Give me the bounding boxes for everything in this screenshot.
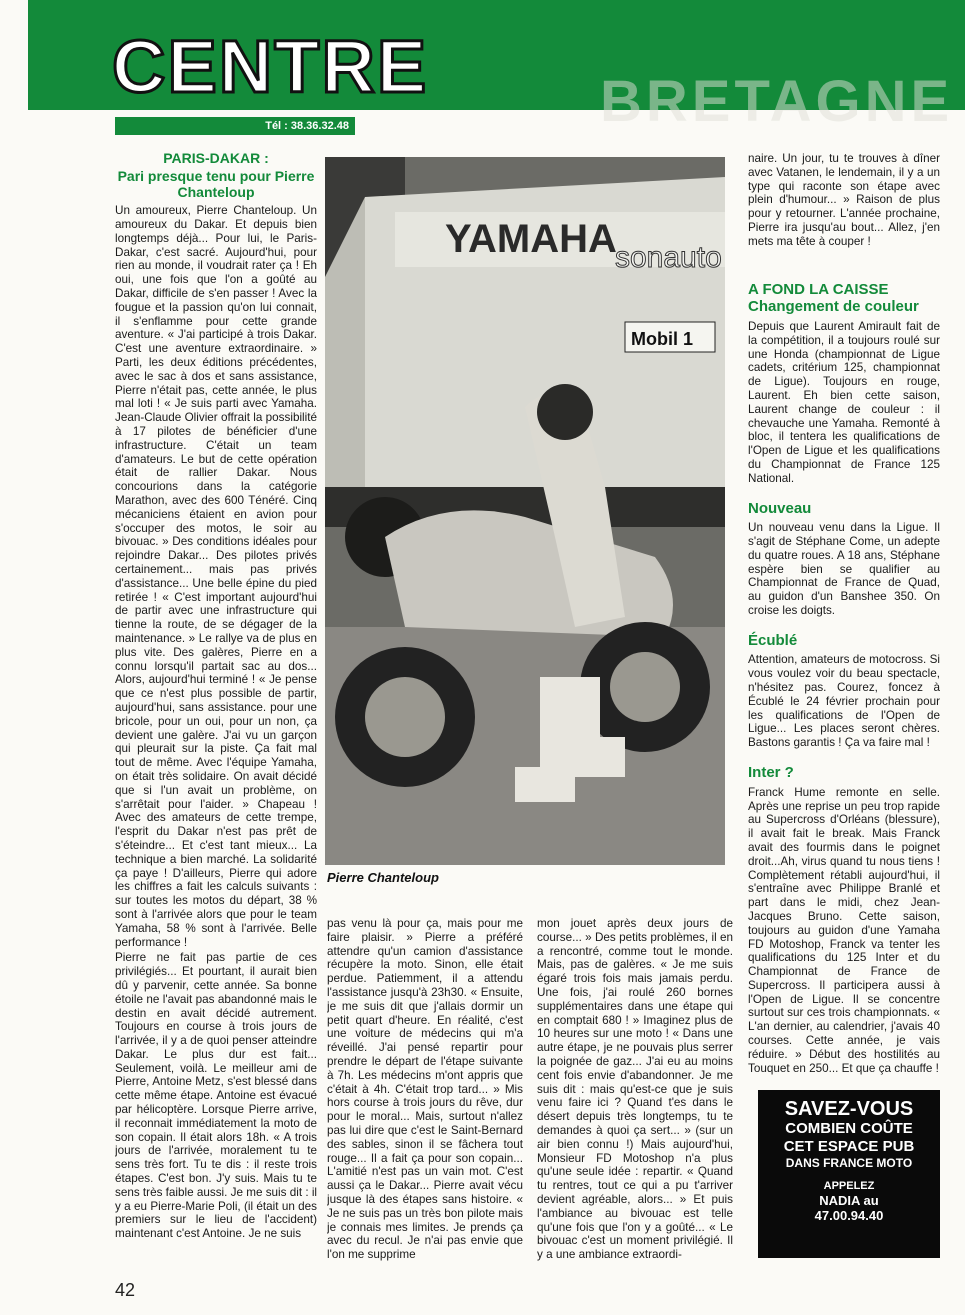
article-paragraph: mon jouet après deux jours de course... » Des petits problèmes, il en a rencontré, comme tout le monde. Mais, pas de galères. « Je me suis égaré trois fois mais jamais perdu. Une fois, j'ai roulé 260 bornes supplémentaires dans une étape qui en comptait 680 ! » Imaginez plus de 10 heures sur une moto ! « Dans une autre étape, je ne pouvais plus serrer la poignée de gaz... J'ai eu au moins cent fois envie d'abandonner. Je me suis dit : mais qu'est-ce que je suis venu faire ici ? Quand t'es dans le désert depuis très longtemps, tu te demandes à quoi ça sert... » (sur un air bien connu !) Mais aujourd'hui, Monsieur FD Motoshop n'a plus qu'une seule idée : repartir. « Quand tu rentres, tout ce qui a pu t'arriver devient agréable, alors... » Et puis l'ambiance au bivouac est telle qu'une fois que l'on y a goûté... « Le bivouac c'est un moment privilégié. Il y a une ambiance extraordi- (537, 917, 733, 1262)
ad-line: COMBIEN COÛTE (785, 1120, 913, 1137)
article-column-2 (327, 917, 523, 1297)
show-through-text: BRETAGNE (600, 69, 954, 130)
article-paragraph: Pierre ne fait pas partie de ces privilégiés... Et pourtant, il aurait bien dû y parvenir, cette année. Sa bonne étoile ne l'avait pas abandonné mais le destin en avait décidé autrement. Toujours en course à trois jours de l'arrivée, il y a de quoi penser atteindre Dakar. Le plus dur est fait... Seulement, voilà. Le meilleur ami de Pierre, Antoine Metz, s'est blessé dans cette même étape. Antoine est évacué par hélicoptère. Lorsque Pierre arrive, il reconnait immédiatement la moto de son copain. Il était alors 18h. « A trois jours de l'arrivée, moralement tu te sens très fort. Tu te dis : il reste trois étapes. C'est bon. J'y suis. Mais tu te sens très faible aussi. Je me suis dit : il y a eu Pierre-Marie Poli, (il était un des premiers sur le lieu de l'accident) maintenant c'est Antoine. Je ne suis (115, 951, 317, 1241)
photo-illustration (325, 157, 725, 865)
article-paragraph: naire. Un jour, tu te trouves à dîner avec Vatanen, le lendemain, il y a un type qui raconte son étape avec plein d'humour... » Raison de plus pour y retourner. L'année prochaine, Pierre ira jusqu'au bout... Allez, j'en mets ma tête à couper ! (748, 152, 940, 248)
section-title: CENTRE (112, 25, 429, 108)
article2-kicker: A FOND LA CAISSE (748, 280, 889, 298)
ad-line: SAVEZ-VOUS (784, 1098, 914, 1120)
ad-line: DANS FRANCE MOTO (785, 1156, 913, 1170)
truck-sponsor-text: sonauto (615, 241, 722, 274)
ad-line: CET ESPACE PUB (783, 1138, 915, 1155)
article-column-3 (537, 917, 733, 1297)
advertisement-box (758, 1090, 940, 1258)
truck-yamaha-text: YAMAHA (445, 217, 617, 261)
article2-headline: Changement de couleur (748, 298, 919, 316)
article-paragraph: pas venu là pour ça, mais pour me faire plaisir. » Pierre a préféré attendre qu'un camion d'assistance récupère la moto. Sinon, elle était perdue. Patiemment, il a attendu l'assistance jusqu'à 23h30. « Ensuite, je me suis dit que j'allais dormir un petit quart d'heure. En réalité, c'est une voiture de médecins qui m'a réveillé. J'ai pensé repartir pour prendre le départ de l'étape suivante à 7h. Les médecins m'ont appris que c'était à 4h. C'était trop tard... » Mis hors course à trois jours du rêve, dur pour le moral... Mais, surtout n'allez pas lui dire que c'est le Saint-Bernard des sables, sinon il se fâchera tout rouge... Il a fait ça pour son copain... L'amitié n'est pas un vain mot. C'est aussi ça le Dakar... Pierre avait vécu jusque là des étapes sans histoire. « Je ne suis pas un très bon pilote mais je connais mes limites. Je prends ça avec du recul. Je n'ai pas envie que l'on me supprime (327, 917, 523, 1262)
ad-line: APPELEZ (823, 1179, 875, 1192)
article-kicker: PARIS-DAKAR : (163, 150, 269, 166)
article-column-4 (748, 152, 940, 1087)
phone-bar: Tél : 38.36.32.48 (115, 117, 355, 135)
ad-line: NADIA au (819, 1193, 879, 1209)
article4-headline: Écublé (748, 631, 798, 649)
article4-body: Attention, amateurs de motocross. Si vous voulez voir du beau spectacle, n'hésitez pas. Courez, foncez à Écublé le 24 février prochain pour les qualifications de l'Open de Ligue... Les places seront chères. Bastons garantis ! Ça va faire mal ! (748, 653, 940, 750)
rider-photo (325, 157, 725, 865)
article2-body: Depuis que Laurent Amirault fait de la compétition, il a toujours roulé sur une Honda (championnat de Ligue cadets, critérium 125, championnat de Ligue). Toujours en rouge, Laurent. Eh bien cette saison, Laurent change de couleur : il chevauche une Yamaha. Remonté à bloc, il tentera les qualifications de l'Open de Ligue et les qualifications du Championnat de France 125 National. (748, 319, 940, 485)
article-headline: Pari presque tenu pour Pierre Chanteloup (117, 168, 315, 201)
article-paragraph: Un amoureux, Pierre Chanteloup. Un amoureux du Dakar. Et depuis bien longtemps déjà... Pour lui, le Paris-Dakar, c'est sacré. Aujourd'hui, pour rien au monde, il voudrait rater ça ! Eh oui, une fois que l'on a goûté au Dakar, difficile de s'en passer ! Avec la fougue et la passion qu'on lui connait, il s'enflamme pour cette grande aventure. « J'ai participé à trois Dakar. C'est une aventure extraordinaire. » Parti, les deux éditions précédentes, avec le sac à dos et sans assistance, Pierre n'était pas, cette année, le plus mal loti ! « Je suis parti avec Yamaha. Jean-Claude Olivier offrait la possibilité à 17 pilotes de bénéficier d'une infrastructure. C'était un team d'amateurs. Le but de cette opération était de rallier Dakar. Nous concourions dans la catégorie Marathon, avec des 600 Ténéré. Cinq mécaniciens étaient en avion pour s'occuper des motos, le soir au bivouac. » Des conditions idéales pour rejoindre Dakar... Des pilotes privés certainement... mais pas privés d'assistance... Une belle épine du pied retirée ! « C'est important aujourd'hui de partir avec une infrastructure qui tienne la route, de se dégager de la maintenance. » Le rallye va de plus en plus vite. Des galères, Pierre en a connu lorsqu'il partait sac au dos... Alors, aujourd'hui terminé ! « Je pense que ce n'est plus possible de partir, aujourd'hui, sans assistance. pour une bricole, pour un oui, pour un non, ça devient une galère. J'ai vu un garçon qui pleurait sur la piste. Ça fait mal tout de même. Avec l'équipe Yamaha, on était très solidaire. On avait décidé que si l'un avait un problème, on s'arrêtait pour l'aider. » Chapeau ! Avec des amateurs de cette trempe, l'esprit du Dakar n'est pas prêt de s'éteindre... Et c'est tant mieux... La technique a bien marché. La solidarité ça paye ! D'ailleurs, Pierre qui adore les chiffres a fait les calculs suivants : sur toutes les motos du départ, 38 % sont à l'arrivée alors que pour le team Yamaha, 58 % sont à l'arrivée. Belle performance ! (115, 204, 317, 949)
page-number: 42 (115, 1280, 136, 1300)
photo-caption: Pierre Chanteloup (327, 870, 439, 885)
article3-body: Un nouveau venu dans la Ligue. Il s'agit de Stéphane Come, un adepte du quatre roues. A 18 ans, Stéphane espère bien se qualifier au Championnat de France de Quad, au guidon d'un Banshee 350. On croise les doigts. (748, 521, 940, 617)
article5-headline: Inter ? (748, 764, 794, 782)
article-column-1 (115, 150, 317, 1270)
article5-body: Franck Hume remonte en selle. Après une reprise un peu trop rapide au Supercross d'Orléans (blessure), il avait fait le break. Mais Franck avait des fourmis dans le poignet droit...Ah, virus quand tu nous tiens ! Complètement rétabli aujourd'hui, il s'entraîne avec Philippe Branlé et part dans le midi, chez Jean-Jacques Bruno. Cette saison, toujours au guidon d'une Yamaha FD Motoshop, Franck va tenter les qualifications du 125 Inter et du Championnat de France de Supercross. Il participera aussi à l'Open de Ligue. Il se concentre surtout sur ces trois championnats. « L'an dernier, au calendrier, j'avais 40 courses. Cette année, je vais réduire. » Début des hostilités au Touquet en 250... Et que ça chauffe ! (748, 785, 940, 1075)
mobil-sticker-text: Mobil 1 (631, 329, 693, 349)
ad-phone: 47.00.94.40 (814, 1208, 884, 1224)
article3-headline: Nouveau (748, 499, 812, 517)
